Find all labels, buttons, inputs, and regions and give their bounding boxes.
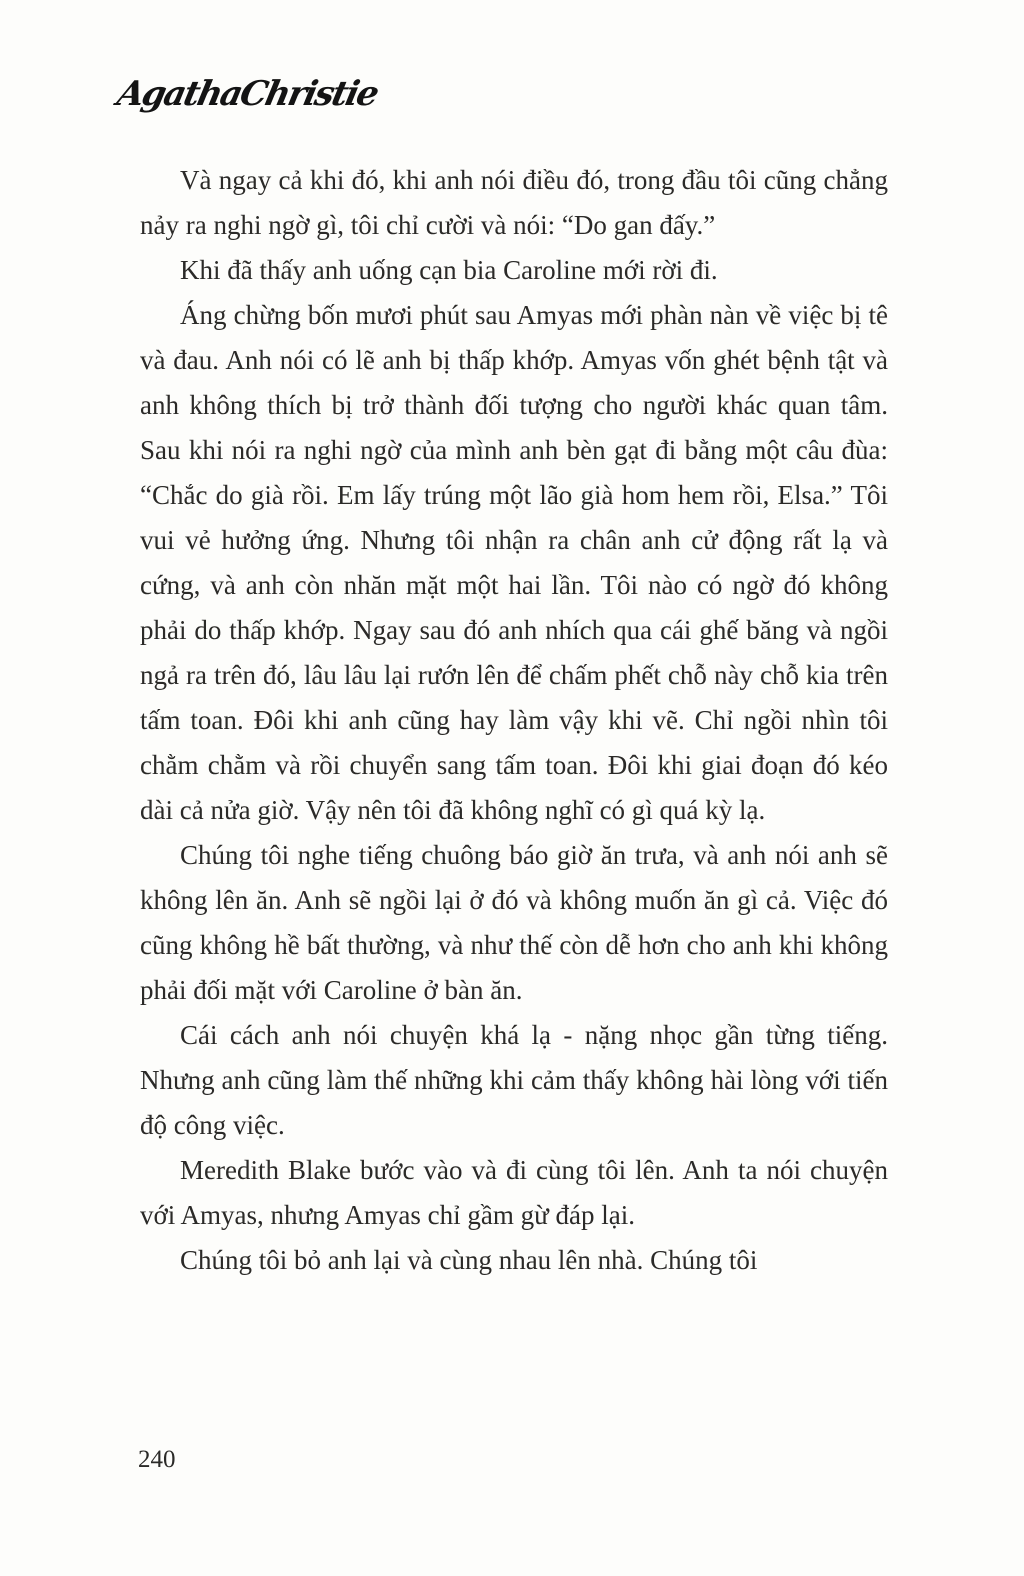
body-text: [140, 158, 888, 1283]
paragraph: Meredith Blake bước vào và đi cùng tôi lên. Anh ta nói chuyện với Amyas, nhưng Amyas chỉ gầm gừ đáp lại.: [140, 1155, 888, 1230]
paragraph: Khi đã thấy anh uống cạn bia Caroline mới rời đi.: [180, 255, 718, 285]
paragraph: Cái cách anh nói chuyện khá lạ - nặng nhọc gần từng tiếng. Nhưng anh cũng làm thế những khi cảm thấy không hài lòng với tiến độ công việc.: [140, 1020, 888, 1140]
paragraph: Chúng tôi nghe tiếng chuông báo giờ ăn trưa, và anh nói anh sẽ không lên ăn. Anh sẽ ngồi lại ở đó và không muốn ăn gì cả. Việc đó cũng không hề bất thường, và như thế còn dễ hơn cho anh khi không phải đối mặt với Caroline ở bàn ăn.: [140, 840, 888, 1005]
paragraph: Chúng tôi bỏ anh lại và cùng nhau lên nhà. Chúng tôi: [180, 1245, 758, 1275]
paragraph: Áng chừng bốn mươi phút sau Amyas mới phàn nàn về việc bị tê và đau. Anh nói có lẽ anh bị thấp khớp. Amyas vốn ghét bệnh tật và anh không thích bị trở thành đối tượng cho người khác quan tâm. Sau khi nói ra nghi ngờ của mình anh bèn gạt đi bằng một câu đùa: “Chắc do già rồi. Em lấy trúng một lão già hom hem rồi, Elsa.” Tôi vui vẻ hưởng ứng. Nhưng tôi nhận ra chân anh cử động rất lạ và cứng, và anh còn nhăn mặt một hai lần. Tôi nào có ngờ đó không phải do thấp khớp. Ngay sau đó anh nhích qua cái ghế băng và ngồi ngả ra trên đó, lâu lâu lại rướn lên để chấm phết chỗ này chỗ kia trên tấm toan. Đôi khi anh cũng hay làm vậy khi vẽ. Chỉ ngồi nhìn tôi chằm chằm và rồi chuyển sang tấm toan. Đôi khi giai đoạn đó kéo dài cả nửa giờ. Vậy nên tôi đã không nghĩ có gì quá kỳ lạ.: [140, 300, 888, 825]
paragraph: Và ngay cả khi đó, khi anh nói điều đó, trong đầu tôi cũng chẳng nảy ra nghi ngờ gì, tôi chỉ cười và nói: “Do gan đấy.”: [140, 165, 888, 240]
author-signature-logo: AgathaChristie: [113, 74, 381, 114]
page-number: 240: [138, 1446, 176, 1473]
